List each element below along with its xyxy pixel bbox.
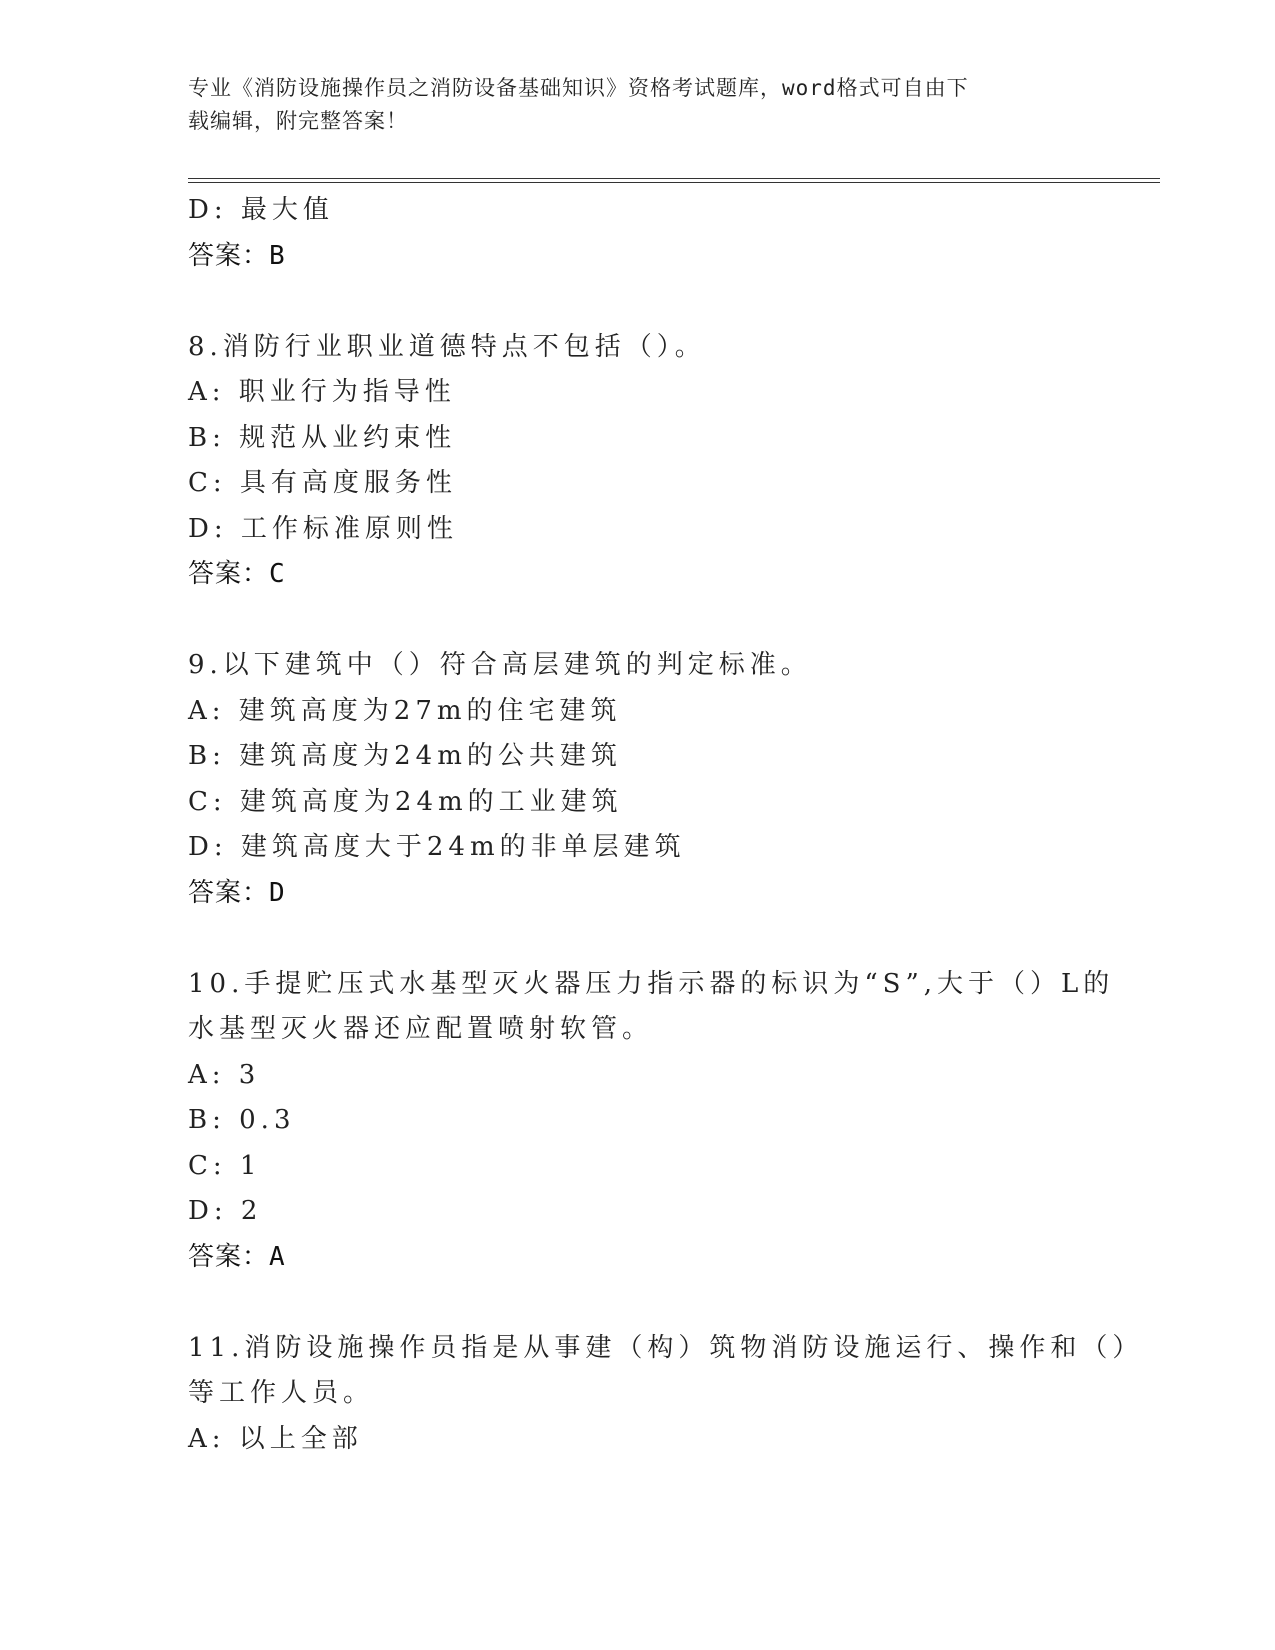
- header-line-2: 载编辑，附完整答案！: [188, 109, 408, 133]
- question-10-stem-line-2: 水基型灭火器还应配置喷射软管。: [188, 1014, 654, 1044]
- question-10-option-b: B: 0.3: [188, 1105, 296, 1135]
- spacer: [188, 598, 1088, 644]
- question-10-option-d: D: 2: [188, 1196, 263, 1226]
- spacer: [188, 279, 1088, 325]
- question-11-stem-line-1: 11.消防设施操作员指是从事建（构）筑物消防设施运行、操作和（）: [188, 1332, 1144, 1363]
- header-line-1: 专业《消防设施操作员之消防设备基础知识》资格考试题库，word格式可自由下: [188, 76, 969, 100]
- question-8-option-d: D: 工作标准原则性: [188, 513, 458, 544]
- header-double-rule: [188, 178, 1160, 183]
- question-8-answer: 答案：C: [188, 559, 286, 589]
- question-8: [188, 325, 1088, 598]
- question-10-option-a: A: 3: [188, 1059, 261, 1090]
- question-11-option-a: A: 以上全部: [188, 1423, 363, 1454]
- question-9-answer: 答案：D: [188, 877, 286, 908]
- question-10-answer: 答案：A: [188, 1241, 286, 1272]
- question-9: [188, 643, 1088, 916]
- spacer: [188, 916, 1088, 962]
- question-10-stem-line-1: 10.手提贮压式水基型灭火器压力指示器的标识为“S”,大于（）L的: [188, 968, 1115, 999]
- prev-answer: 答案：B: [188, 240, 286, 271]
- question-9-option-d: D: 建筑高度大于24m的非单层建筑: [188, 832, 686, 862]
- question-8-option-a: A: 职业行为指导性: [188, 377, 456, 407]
- question-9-option-b: B: 建筑高度为24m的公共建筑: [188, 741, 622, 771]
- question-8-stem: 8.消防行业职业道德特点不包括（）。: [188, 331, 706, 362]
- question-9-stem: 9.以下建筑中（）符合高层建筑的判定标准。: [188, 650, 812, 680]
- question-11: [188, 1326, 1144, 1463]
- question-8-option-b: B: 规范从业约束性: [188, 422, 457, 453]
- page-header: [188, 72, 1068, 138]
- question-10-option-c: C: 1: [188, 1150, 262, 1181]
- question-content: [188, 188, 1144, 1462]
- question-9-option-c: C: 建筑高度为24m的工业建筑: [188, 786, 623, 817]
- prev-option-d: D: 最大值: [188, 195, 334, 225]
- question-8-option-c: C: 具有高度服务性: [188, 468, 457, 498]
- question-9-option-a: A: 建筑高度为27m的住宅建筑: [188, 695, 622, 726]
- question-10: [188, 962, 1115, 1281]
- question-11-stem-line-2: 等工作人员。: [188, 1378, 375, 1408]
- spacer: [188, 1280, 1088, 1326]
